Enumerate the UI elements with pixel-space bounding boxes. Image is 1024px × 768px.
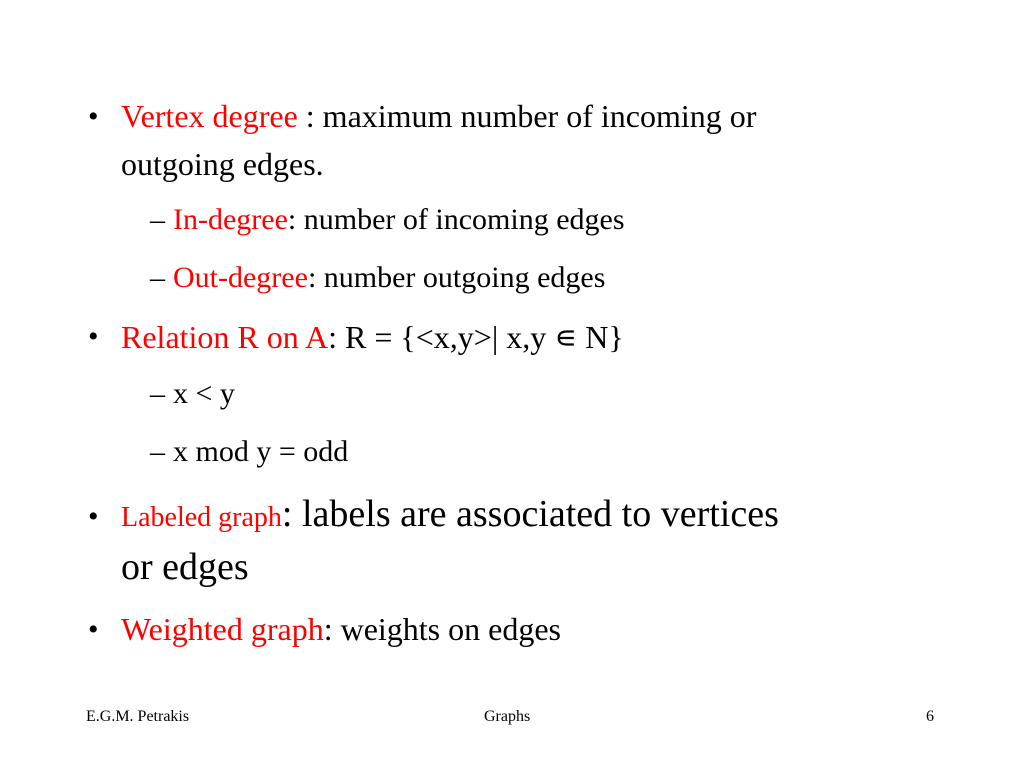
sub-1-2-line bbox=[173, 261, 605, 295]
out-degree-term: Out-degree bbox=[173, 261, 308, 294]
bullet-1-line-2 bbox=[121, 146, 324, 183]
weighted-graph-text: : weights on edges bbox=[323, 611, 561, 647]
footer-author: E.G.M. Petrakis bbox=[86, 708, 190, 725]
sub-2-2-dash: – bbox=[150, 435, 165, 468]
out-degree-text: : number outgoing edges bbox=[307, 261, 606, 294]
bullet-2-symbol: • bbox=[88, 320, 99, 353]
sub-1-1-dash: – bbox=[150, 203, 165, 236]
sub-2-1-dash: – bbox=[150, 377, 165, 410]
bullet-4-symbol: • bbox=[88, 613, 99, 646]
sub-1-2-dash: – bbox=[150, 261, 165, 294]
vertex-degree-term: Vertex degree bbox=[121, 98, 298, 134]
bullet-1-line-1 bbox=[121, 98, 756, 135]
sub-2-1-line bbox=[173, 377, 235, 411]
sub-2-2-line bbox=[173, 435, 348, 469]
vertex-degree-text: : maximum number of incoming or bbox=[297, 98, 757, 134]
bullet-3-symbol: • bbox=[88, 500, 99, 533]
labeled-graph-text-continued: or edges bbox=[121, 546, 249, 588]
labeled-graph-text: : labels are associated to vertices bbox=[281, 493, 779, 535]
relation-text: : R = {<x,y>| x,y ∊ N} bbox=[328, 319, 624, 355]
sub-1-1-line bbox=[173, 203, 625, 237]
bullet-3-line-2 bbox=[121, 545, 249, 589]
weighted-graph-term: Weighted graph bbox=[121, 611, 324, 647]
bullet-3-line-1 bbox=[121, 492, 779, 536]
relation-example-2: x mod y = odd bbox=[173, 435, 349, 468]
bullet-2-line bbox=[121, 318, 624, 356]
in-degree-text: : number of incoming edges bbox=[287, 203, 625, 236]
footer-title: Graphs bbox=[484, 708, 531, 725]
vertex-degree-text-continued: outgoing edges. bbox=[121, 146, 324, 182]
footer-page-number: 6 bbox=[926, 708, 934, 725]
relation-term: Relation R on A bbox=[121, 319, 329, 355]
in-degree-term: In-degree bbox=[173, 203, 288, 236]
bullet-4-line bbox=[121, 611, 561, 648]
labeled-graph-term: Labeled graph bbox=[121, 502, 282, 533]
relation-example-1: x < y bbox=[173, 377, 235, 410]
bullet-1-symbol: • bbox=[88, 100, 99, 133]
